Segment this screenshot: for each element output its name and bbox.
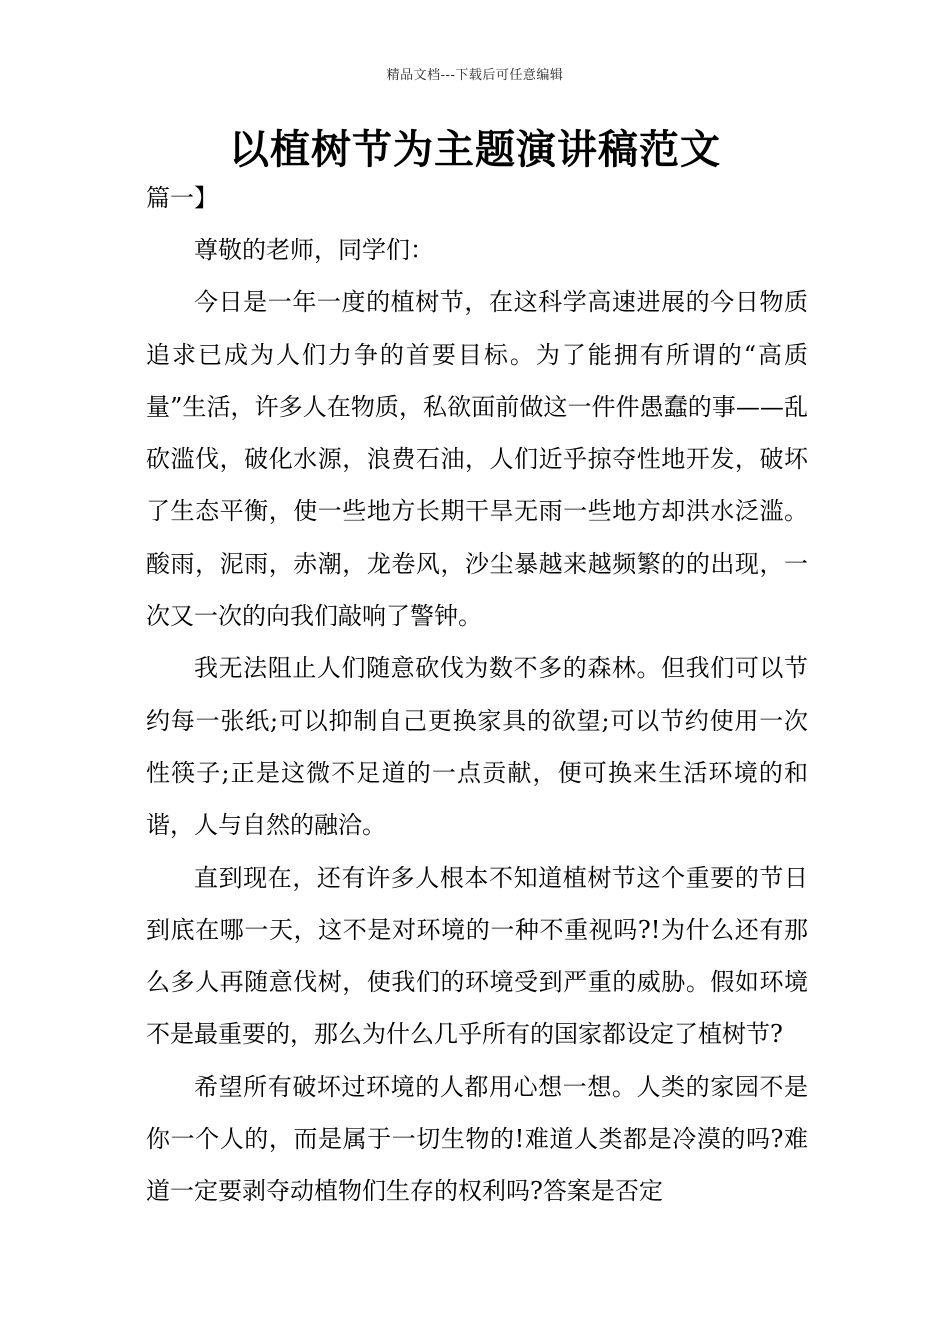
section-label: 篇一】 xyxy=(146,184,218,212)
page-header: 精品文档---下载后可任意编辑 xyxy=(386,68,564,83)
document-body xyxy=(146,224,808,1218)
paragraph: 我无法阻止人们随意砍伐为数不多的森林。但我们可以节约每一张纸;可以抑制自己更换家具的欲望;可以节约使用一次性筷子;正是这微不足道的一点贡献，便可换来生活环境的和谐，人与自然的融洽。 xyxy=(146,654,808,840)
document-title: 以植树节为主题演讲稿范文 xyxy=(229,127,721,173)
paragraph: 直到现在，还有许多人根本不知道植树节这个重要的节日到底在哪一天，这不是对环境的一种不重视吗?!为什么还有那么多人再随意伐树，使我们的环境受到严重的威胁。假如环境不是最重要的，那么为什么几乎所有的国家都设定了植树节? xyxy=(146,863,808,1049)
paragraph: 希望所有破坏过环境的人都用心想一想。人类的家园不是你一个人的，而是属于一切生物的!难道人类都是冷漠的吗?难道一定要剥夺动植物们生存的权利吗?答案是否定 xyxy=(146,1072,808,1206)
paragraph-greeting: 尊敬的老师，同学们： xyxy=(194,236,434,264)
paragraph: 今日是一年一度的植树节，在这科学高速进展的今日物质追求已成为人们力争的首要目标。为了能拥有所谓的“高质量”生活，许多人在物质，私欲面前做这一件件愚蠢的事——乱砍滥伐，破化水源，浪费石油，人们近乎掠夺性地开发，破坏了生态平衡，使一些地方长期干旱无雨一些地方却洪水泛滥。酸雨，泥雨，赤潮，龙卷风，沙尘暴越来越频繁的的出现，一次又一次的向我们敲响了警钟。 xyxy=(146,288,808,631)
